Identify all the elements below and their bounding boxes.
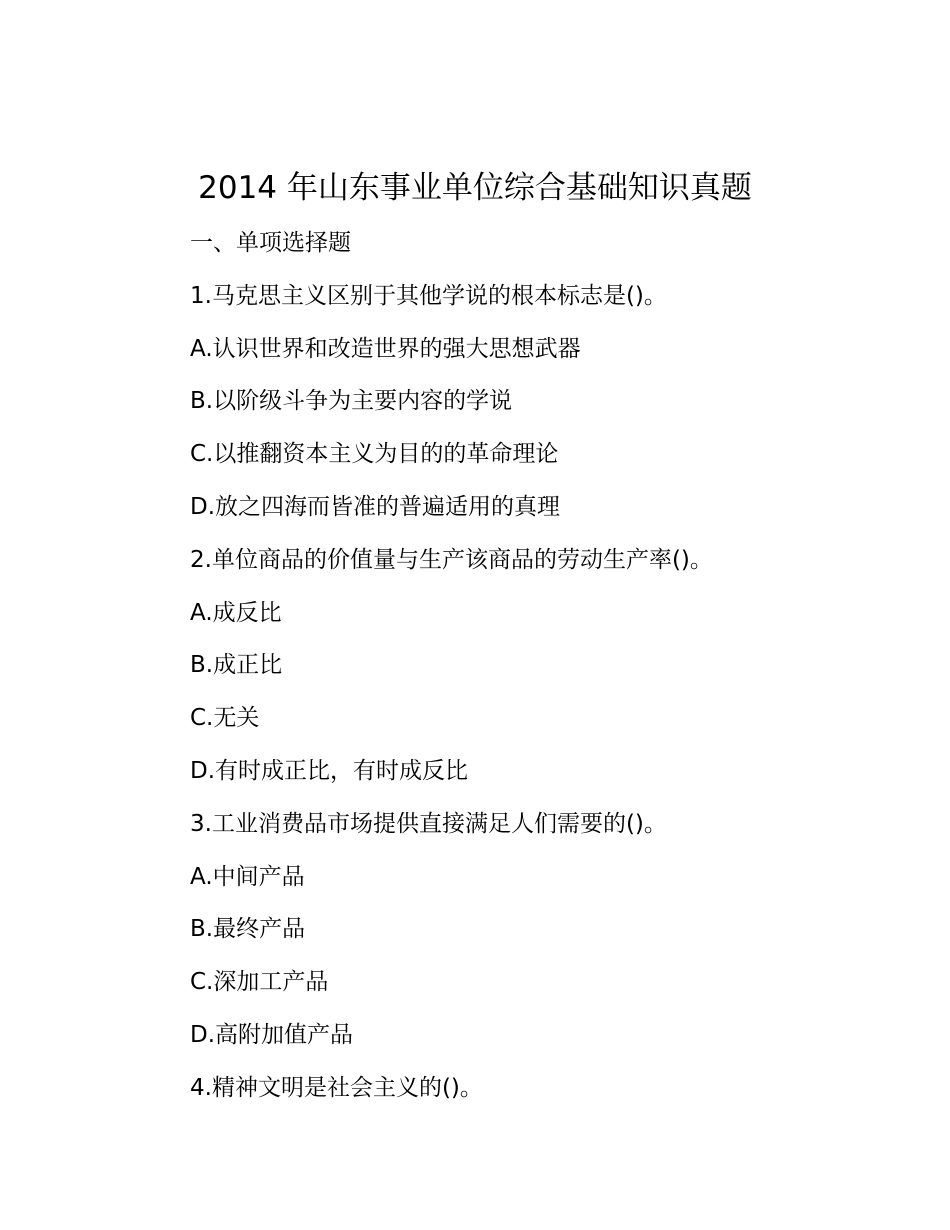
- option-2b: B.成正比: [190, 652, 283, 679]
- option-3b: B.最终产品: [190, 916, 306, 943]
- document-title: 2014 年山东事业单位综合基础知识真题: [198, 170, 752, 206]
- option-1b: B.以阶级斗争为主要内容的学说: [190, 388, 513, 415]
- option-1a: A.认识世界和改造世界的强大思想武器: [190, 335, 581, 362]
- option-2a: A.成反比: [190, 599, 282, 626]
- option-1c: C.以推翻资本主义为目的的革命理论: [190, 441, 559, 468]
- question-list: [190, 222, 910, 1120]
- option-1d: D.放之四海而皆准的普遍适用的真理: [190, 493, 561, 520]
- question-stem-1: 1.马克思主义区别于其他学说的根本标志是()。: [190, 282, 667, 309]
- section-heading: 一、单项选择题: [190, 230, 351, 256]
- question-stem-2: 2.单位商品的价值量与生产该商品的劳动生产率()。: [190, 546, 713, 573]
- option-3d: D.高附加值产品: [190, 1021, 354, 1048]
- option-3c: C.深加工产品: [190, 969, 329, 996]
- option-3a: A.中间产品: [190, 863, 305, 890]
- option-2c: C.无关: [190, 705, 260, 732]
- question-stem-3: 3.工业消费品市场提供直接满足人们需要的()。: [190, 810, 667, 837]
- question-stem-4: 4.精神文明是社会主义的()。: [190, 1074, 483, 1101]
- option-2d: D.有时成正比，有时成反比: [190, 757, 469, 784]
